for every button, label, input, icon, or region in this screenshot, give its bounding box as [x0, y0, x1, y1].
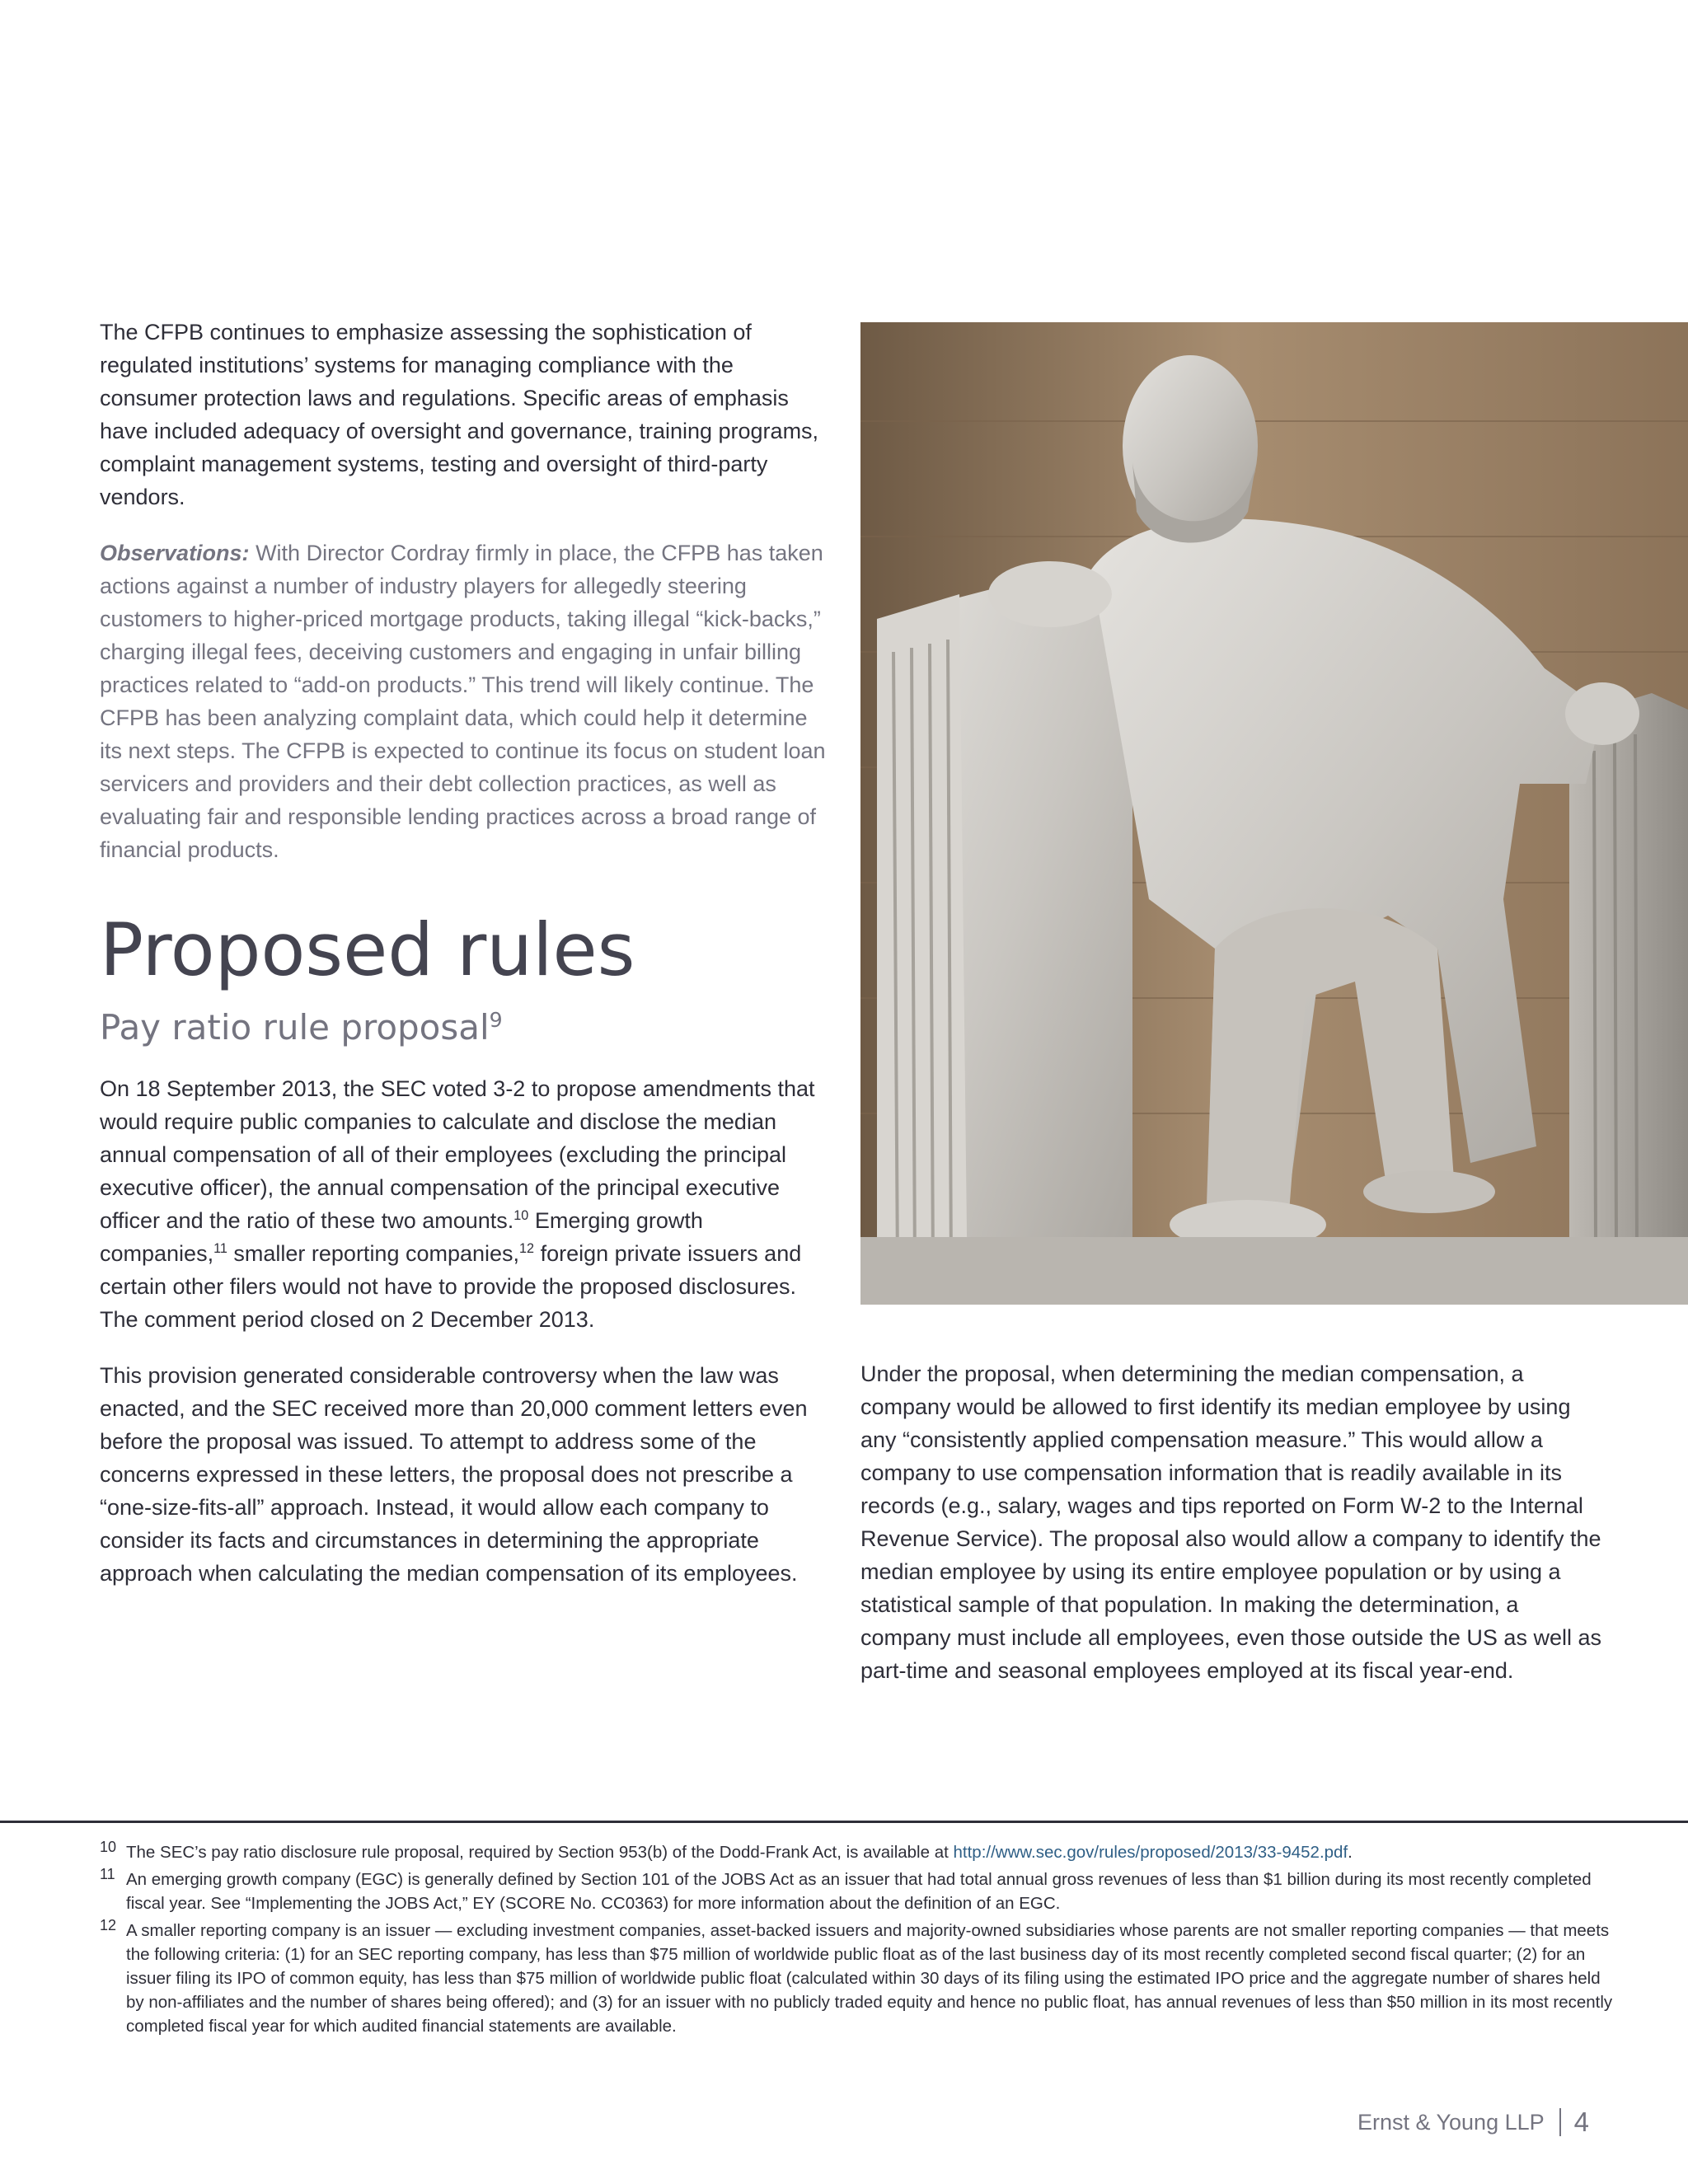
footnote-10 — [100, 1840, 1616, 1864]
observations-paragraph — [100, 537, 833, 866]
median-compensation-paragraph: Under the proposal, when determining the median compensation, a company would be allowed to first identify its median employee by using any “consistently applied compensation measure.” This would allow a company to use compensation information that is readily available in its records (e.g., salary, wages and tips reported on Form W-2 to the Internal Revenue Service). The proposal also would allow a company to identify the median employee by using its entire employee population or by using a statistical sample of that population. In making the determination, a company must include all employees, even those outside the US as well as part-time and seasonal employees employed at its fiscal year-end. — [860, 1361, 1601, 1683]
footnote-number: 11 — [100, 1866, 115, 1882]
footnote-text: The SEC’s pay ratio disclosure rule proposal, required by Section 953(b) of the Dodd-Frank Act, is available at — [126, 1843, 954, 1862]
left-column — [100, 316, 833, 1590]
subsection-heading — [100, 1006, 833, 1049]
footnotes — [100, 1840, 1616, 2041]
page-footer — [1357, 2107, 1589, 2138]
footnote-ref-9[interactable]: 9 — [489, 1008, 503, 1032]
lincoln-statue-photo — [860, 322, 1688, 1305]
footnote-text-end: . — [1348, 1843, 1353, 1862]
right-column — [860, 1357, 1602, 1687]
footnote-divider — [0, 1821, 1688, 1823]
paragraph-text: smaller reporting companies, — [227, 1241, 520, 1266]
paragraph-text: foreign private issuers and certain other filers would not have to provide the proposed disclosures. The comment period closed on 2 December 2013. — [100, 1241, 802, 1332]
pay-ratio-paragraph-1 — [100, 1072, 833, 1336]
footnote-12 — [100, 1919, 1616, 2038]
paragraph-text: Emerging growth companies, — [100, 1208, 703, 1266]
footnote-ref-10[interactable]: 10 — [513, 1208, 529, 1223]
pay-ratio-paragraph-2: This provision generated considerable controversy when the law was enacted, and the SEC received more than 20,000 comment letters even before the proposal was issued. To attempt to address some of the concerns expressed in these letters, the proposal does not prescribe a “one-size-fits-all” approach. Instead, it would allow each company to consider its facts and circumstances in determining the appropriate approach when calculating the median compensation of its employees. — [100, 1363, 808, 1586]
footnote-ref-11[interactable]: 11 — [213, 1241, 227, 1256]
intro-paragraph: The CFPB continues to emphasize assessing the sophistication of regulated institutions’ systems for managing compliance with the consumer protection laws and regulations. Specific areas of emphasis have included adequacy of oversight and governance, training programs, complaint management systems, testing and oversight of third-party vendors. — [100, 320, 819, 509]
statue-illustration — [860, 322, 1688, 1305]
sec-proposal-link[interactable]: http://www.sec.gov/rules/proposed/2013/33-9452.pdf — [953, 1843, 1348, 1862]
observations-label: Observations: — [100, 541, 250, 565]
company-name: Ernst & Young LLP — [1357, 2109, 1545, 2135]
footnote-text: An emerging growth company (EGC) is generally defined by Section 101 of the JOBS Act as an issuer that had total annual gross revenues of less than $1 billion during its most recently completed fiscal year. See “Implementing the JOBS Act,” EY (SCORE No. CC0363) for more information about the definition of an EGC. — [126, 1870, 1592, 1913]
footer-divider — [1559, 2108, 1561, 2136]
footnote-number: 12 — [100, 1917, 117, 1933]
paragraph-text: On 18 September 2013, the SEC voted 3-2 to propose amendments that would require public companies to calculate and disclose the median annual compensation of all of their employees (excluding the principal executive officer), the annual compensation of the principal executive officer and the ratio of these two amounts. — [100, 1076, 815, 1233]
footnote-11 — [100, 1868, 1616, 1915]
observations-text: With Director Cordray firmly in place, the CFPB has taken actions against a number of industry players for allegedly steering customers to higher-priced mortgage products, taking illegal “kick-backs,” charging illegal fees, deceiving customers and engaging in unfair billing practices related to “add-on products.” This trend will likely continue. The CFPB has been analyzing complaint data, which could help it determine its next steps. The CFPB is expected to continue its focus on student loan servicers and providers and their debt collection practices, as well as evaluating fair and responsible lending practices across a broad range of financial products. — [100, 541, 826, 862]
subsection-heading-text: Pay ratio rule proposal — [100, 1007, 490, 1047]
footnote-text: A smaller reporting company is an issuer — excluding investment companies, asset-backed issuers and majority-owned subsidiaries whose parents are not smaller reporting companies — that meets the following criteria: (1) for an SEC reporting company, has less than $75 million of worldwide public float as of the last business day of its most recently completed second fiscal quarter; (2) for an issuer filing its IPO of common equity, has less than $75 million of worldwide public float (calculated within 30 days of its filing using the estimated IPO price and the aggregate number of shares held by non-affiliates and the number of shares being offered); and (3) for an issuer with no publicly traded equity and hence no public float, has annual revenues of less than $50 million in its most recently completed fiscal year for which audited financial statements are available. — [126, 1921, 1613, 2036]
section-heading: Proposed rules — [100, 907, 635, 992]
footnote-ref-12[interactable]: 12 — [519, 1241, 535, 1256]
footnote-number: 10 — [100, 1839, 117, 1855]
page-number: 4 — [1573, 2107, 1589, 2137]
